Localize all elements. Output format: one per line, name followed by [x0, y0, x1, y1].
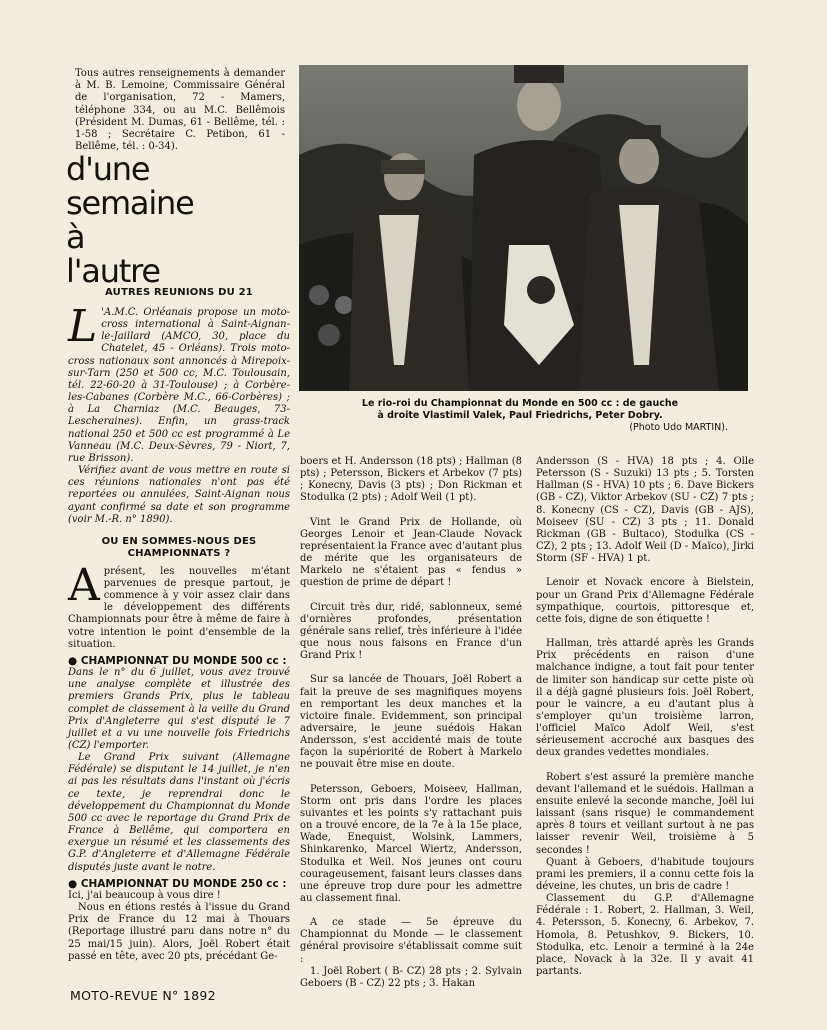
article-paragraph: Quant à Geboers, d'habitude toujours prami les premiers, il a connu cette fois la déveine, les chutes, un bris de cadre ! — [536, 856, 754, 892]
article-paragraph: Sur sa lancée de Thouars, Joël Robert a fait la preuve de ses magnifiques moyens en remportant les deux manches et la victoire finale. Evidemment, son principal adversaire, le jeune suédois Hakan Andersson, s'est accidenté mais de toute façon la supériorité de Robert à Markelo ne pouvait être mise en doute. — [300, 674, 522, 771]
photo-credit: (Photo Udo MARTIN). — [629, 422, 728, 433]
championship-heading: ● CHAMPIONNAT DU MONDE 500 cc : — [68, 654, 287, 667]
podium-photo — [299, 65, 748, 391]
article-paragraph: Lenoir et Novack encore à Bielstein, pour un Grand Prix d'Allemagne Fédérale sympathique, courtois, pittoresque et, cette fois, digne de son étiquette ! — [536, 577, 754, 625]
article-paragraph: Robert s'est assuré la première manche devant l'allemand et le suédois. Hallman a ensuite enlevé la seconde manche, Joël lui laissant (sans risque) le commandement après 8 tours et veillant surtout à ne pas laisser revenir Weil, troisième à 5 secondes ! — [536, 771, 754, 856]
article-paragraph: boers et H. Andersson (18 pts) ; Hallman (8 pts) ; Petersson, Bickers et Arbekov (7 pts) ; Konecny, Davis (3 pts) ; Don Rickman et Stodulka (2 pts) ; Adolf Weil (1 pt). — [300, 456, 522, 504]
article-paragraph: Petersson, Geboers, Moiseev, Hallman, Storm ont pris dans l'ordre les places suivantes et les points s'y rattachant puis on a trouvé encore, de la 7e à la 15e place, Wade, Enequist, Wolsink, Lammers, Shinkarenko, Marcel Wiertz, Andersson, Stodulka et Weil. Nos jeunes ont couru courageusement, faisant leurs classes dans une épreuve trop dure pour les admettre au classement final. — [300, 783, 522, 904]
page-headline — [66, 152, 266, 288]
article-paragraph: Ici, j'ai beaucoup à vous dire ! — [68, 889, 221, 901]
article-paragraph: Nous en étions restés à l'issue du Grand Prix de France du 12 mai à Thouars (Reportage illustré paru dans notre n° du 25 mai/15 juin). Alors, Joël Robert était passé en tête, avec 20 pts, précédant Ge- — [68, 902, 290, 962]
article-paragraph: A ce stade — 5e épreuve du Championnat du Monde — le classement général provisoire s'établissait comme suit : — [300, 917, 522, 965]
headline-line: à — [66, 218, 85, 256]
article-paragraph: Andersson (S - HVA) 18 pts ; 4. Olle Petersson (S - Suzuki) 13 pts ; 5. Torsten Hallman (S - HVA) 10 pts ; 6. Dave Bickers (GB - CZ), Viktor Arbekov (SU - CZ) 7 pts ; 8. Konecny (CS - CZ), Davis (GB - AJS), Moiseev (SU - CZ) 3 pts ; 11. Donald Rickman (GB - Bultaco), Stodulka (CS - CZ), 2 pts ; 13. Adolf Weil (D - Maïco), Jirki Storm (SF - HVA) 1 pt. — [536, 456, 754, 565]
article-paragraph: Dans le n° du 6 juillet, vous avez trouvé une analyse complète et illustrée des premiers Grands Prix, plus le tableau complet de classement à la veille du Grand Prix d'Angleterre qui s'est disputé le 7 juillet et a vu une nouvelle fois Friedrichs (CZ) l'emporter. — [68, 667, 290, 751]
article-column-1 — [68, 287, 290, 963]
caption-line: Le rio-roi du Championnat du Monde en 500 cc : de gauche — [361, 398, 679, 409]
section-heading: OU EN SOMMES-NOUS DES CHAMPIONNATS ? — [101, 535, 257, 559]
article-paragraph: Vérifiez avant de vous mettre en route si ces réunions nationales n'ont pas été reportées ou annulées, Saint-Aignan nous ayant confirmé sa date et son programme (voir M.-R. n° 1890). — [68, 465, 290, 525]
championship-heading: ● CHAMPIONNAT DU MONDE 250 cc : — [68, 877, 287, 890]
podium-photo-image — [299, 65, 748, 391]
page-footer: MOTO-REVUE N° 1892 — [70, 988, 216, 1003]
article-column-2 — [300, 456, 522, 990]
drop-cap: A — [68, 559, 100, 611]
photo-caption — [300, 398, 740, 434]
article-paragraph: Classement du G.P. d'Allemagne Fédérale : 1. Robert, 2. Hallman, 3. Weil, 4. Petersson, 5. Konecny, 6. Arbekov, 7. Homola, 8. Petushkov, 9. Bickers, 10. Stodulka, etc. Lenoir a terminé à la 24e place, Novack à la 32e. Il y avait 41 partants. — [536, 893, 754, 978]
article-paragraph: Circuit très dur, ridé, sablonneux, semé d'ornières profondes, présentation générale sans relief, très inférieure à l'idée que nous nous faisons en France d'un Grand Prix ! — [300, 601, 522, 662]
article-paragraph: Le Grand Prix suivant (Allemagne Fédérale) se disputant le 14 juillet, je n'en ai pas les résultats dans l'instant où j'écris ce texte, je reprendrai donc le développement du Championnat du Monde 500 cc avec le reportage du Grand Prix de France à Bellême, qui comportera en exergue un résumé et les classements des G.P. d'Angleterre et d'Allemagne Fédérale disputés juste avant le notre. — [68, 752, 290, 873]
section-heading: AUTRES REUNIONS DU 21 — [105, 287, 253, 298]
headline-line: d'une — [66, 150, 150, 188]
caption-line: à droite Vlastimil Valek, Paul Friedrichs, Peter Dobry. — [377, 410, 663, 421]
article-paragraph: Hallman, très attardé après les Grands Prix précédents en raison d'une malchance indigne, a tout fait pour tenter de limiter son handicap sur cette piste où il a déjà gagné plusieurs fois. Joël Robert, pour le vaincre, a eu d'autant plus à s'employer qu'un troisième larron, l'officiel Maïco Adolf Weil, s'est sérieusement accroché aux basques des deux grandes vedettes mondiales. — [536, 638, 754, 759]
article-paragraph: Aprésent, les nouvelles m'étant parvenues de presque partout, je commence à y voir assez clair dans le développement des différents Championnats pour être à même de faire à votre intention le point d'ensemble de la situation. — [68, 559, 290, 650]
intro-paragraph: Tous autres renseignements à demander à M. B. Lemoine, Commissaire Général de l'organisation, 72 - Mamers, téléphone 334, ou au M.C. Bellêmois (Président M. Dumas, 61 - Bellême, tél. : 1-58 ; Secrétaire C. Petibon, 61 - Bellême, tél. : 0-34). — [75, 68, 285, 153]
article-paragraph: 1. Joël Robert ( B- CZ) 28 pts ; 2. Sylvain Geboers (B - CZ) 22 pts ; 3. Hakan — [300, 965, 522, 989]
headline-line: l'autre — [66, 252, 160, 290]
headline-line: semaine — [66, 184, 194, 222]
article-paragraph: Vint le Grand Prix de Hollande, où Georges Lenoir et Jean-Claude Novack représentaient la France avec d'autant plus de mérite que les organisateurs de Markelo ne s'étaient pas « fendus » question de prime de départ ! — [300, 516, 522, 589]
article-paragraph: L 'A.M.C. Orléanais propose un moto-cross international à Saint-Aignan-le-Jaillard (AMCO, 30, place du Chatelet, 45 - Orléans). Trois moto-cross nationaux sont annoncés à Mirepoix-sur-Tarn (250 et 500 cc, M.C. Toulousain, tél. 22-60-20 à 31-Toulouse) ; à Corbère-les-Cabanes (Corbère M.C., 66-Corbères) ; à La Charniaz (M.C. Beauges, 73-Lescheraines). Enfin, un grass-track national 250 et 500 cc est programmé à Le Vanneau (M.C. Deux-Sèvres, 79 - Niort, 7, rue Brisson). — [68, 301, 290, 464]
drop-cap: L — [68, 301, 98, 352]
article-column-3 — [536, 456, 754, 978]
